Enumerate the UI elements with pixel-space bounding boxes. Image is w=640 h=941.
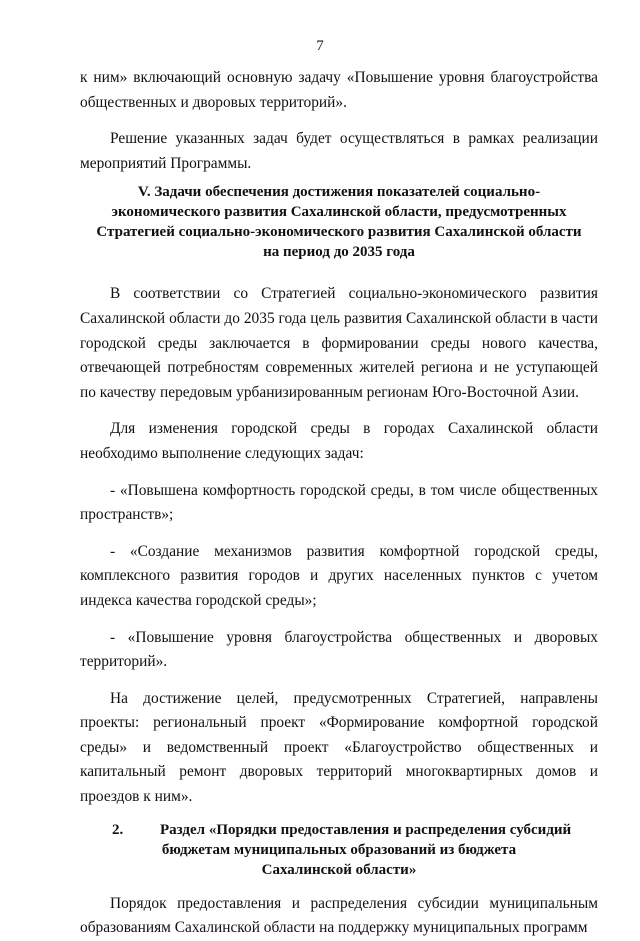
paragraph-subsidy-procedure: Порядок предоставления и распределения субсидии муниципальным образованиям Сахалинской области на поддержку муниципальных программ	[80, 894, 598, 937]
document-body	[80, 66, 598, 941]
paragraph-strategy-goal: В соответствии со Стратегией социально-экономического развития Сахалинской области до 2035 года цель развития Сахалинской области в части городской среды заключается в формировании среды нового качества, отвечающей потребностям современных жителей региона и не уступающей по качеству передовым урбанизированным регионам Юго-Восточной Азии.	[80, 285, 598, 401]
paragraph-program-tasks: Решение указанных задач будет осуществляться в рамках реализации мероприятий Программы.	[80, 130, 598, 172]
section-heading-2-line-2: бюджетам муниципальных образований из бюджета	[161, 841, 517, 858]
section-heading-v	[80, 182, 598, 262]
paragraph-tasks-intro: Для изменения городской среды в городах Сахалинской области необходимо выполнение следующих задач:	[80, 420, 598, 462]
section-heading-v-line-3: Стратегией социально-экономического развития Сахалинской области	[96, 224, 582, 241]
page-number: 7	[316, 38, 324, 54]
list-item-task-2: - «Создание механизмов развития комфортной городской среды, комплексного развития городов и других населенных пунктов с учетом индекса качества городской среды»;	[80, 542, 598, 609]
paragraph-projects: На достижение целей, предусмотренных Стратегией, направлены проекты: региональный проект «Формирование комфортной городской среды» и ведомственный проект «Благоустройство общественных и капитальный ремонт дворовых территорий многоквартирных домов и проездов к ним».	[80, 689, 598, 806]
section-heading-2-number: 2.	[112, 821, 124, 838]
list-item-task-3: - «Повышение уровня благоустройства общественных и дворовых территорий».	[80, 628, 598, 671]
section-heading-v-line-2: экономического развития Сахалинской области, предусмотренных	[111, 204, 567, 221]
section-heading-2-title: Раздел «Порядки предоставления и распределения субсидий	[160, 821, 572, 838]
paragraph-continuation: к ним» включающий основную задачу «Повышение уровня благоустройства общественных и дворовых территорий».	[80, 69, 598, 111]
section-heading-2-line-1	[80, 820, 598, 840]
section-heading-2	[80, 820, 598, 880]
section-heading-v-line-1: V. Задачи обеспечения достижения показателей социально-	[137, 184, 541, 201]
list-item-task-1: - «Повышена комфортность городской среды, в том числе общественных пространств»;	[80, 481, 598, 524]
section-heading-2-line-3: Сахалинской области»	[261, 861, 417, 878]
section-heading-v-line-4: на период до 2035 года	[263, 244, 415, 261]
